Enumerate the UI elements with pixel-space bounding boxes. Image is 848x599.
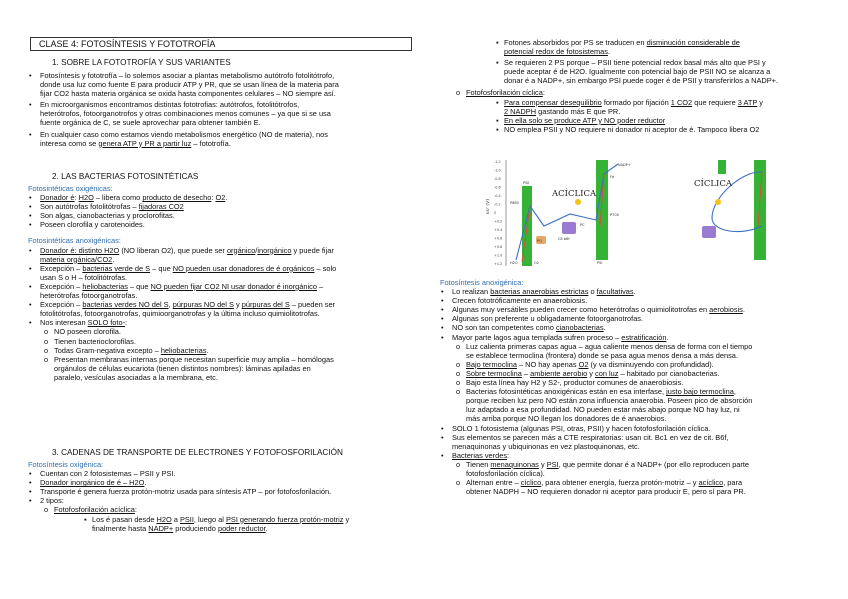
electron-transport-diagram bbox=[486, 156, 790, 270]
tag-p680: P680 bbox=[510, 201, 519, 205]
anoxygenic-section bbox=[440, 278, 818, 496]
anoxygenic-photosynthesis-title: Fotosíntesis anoxigénica: bbox=[440, 278, 524, 287]
section-2-body bbox=[28, 184, 416, 382]
oxygenic-title: Fotosintéticas oxigénicas: bbox=[28, 184, 113, 193]
list-item: • Algunas muy versátiles pueden crecer como heterótrofas o quimiolitotrofas en aerobiosis. bbox=[441, 305, 745, 315]
list-item: • 2 tipos: bbox=[29, 496, 64, 506]
list-item: • Nos interesan SOLO foto-: bbox=[29, 318, 128, 328]
sub-sub-list-item: ▪ Se requieren 2 PS porque – PSII tiene potencial redox basal más alto que PSI y puede aceptar é de H2O. Igualmente con potencial bajo de PSII NO se alcanza a donar é a NADP+, sin embargo PSI puede coger é de PSII y transferirlos a NADP+. bbox=[496, 58, 779, 86]
sub-list-item: o Presentan membranas internas porque necesitan superficie muy amplia – homólogas orgánulos de células eucariota (tienen distintos nombres): láminas apiladas en paralelo, vesículas asociadas a la membrana, etc. bbox=[44, 354, 334, 382]
tag-o2: O2 bbox=[534, 261, 539, 265]
sub-sub-list-item: ▪ Los é pasan desde H2O a PSII, luego al PSI generando fuerza protón-motriz y finalmente hasta NADP+ produciendo poder reductor. bbox=[84, 514, 350, 533]
list-item: • En microorganismos encontramos distintas fototrofias: autótrofos, fotolitótrofos, heterótrofos, fotoorganotrofos y otras combinaciones menos comunes – ya que si se usa fuente orgánica de C, se suele aprovechar para obtener también E. bbox=[29, 100, 331, 128]
section-3-heading: 3. CADENAS DE TRANSPORTE DE ELECTRONES Y FOTOFOSFORILACIÓN bbox=[52, 448, 343, 457]
axis-tick-label: -0.4 bbox=[494, 194, 501, 199]
sub-sub-list-item: ▪ Fotones absorbidos por PS se traducen en disminución considerable de potencial redox de fotosistemas. bbox=[496, 38, 740, 57]
list-item: • Crecen fototróficamente en anaerobiosis. bbox=[441, 296, 588, 306]
sub-list-item: o Todas Gram-negativa excepto – heliobacterias. bbox=[44, 345, 209, 355]
list-item: • Poseen clorofila y carotenoides. bbox=[29, 220, 145, 230]
axis-tick-label: -0.6 bbox=[494, 185, 501, 190]
list-item: • En cualquier caso como estamos viendo metabolismos energético (NO de materia), nos interesa como se genera ATP y PR a partir luz – fototrofía. bbox=[29, 129, 328, 148]
sub-list-item: o Bacterias fotosintéticas anoxigénicas están en esa interfase, justo bajo termoclina, porque reciben luz pero NO están zona influencia anaerobia. Poseen pico de absorción luz adaptado a esa profundidad. NO pueden estar más abajo porque NO hay luz, ni más arriba porque NO llegan los donadores de é anaerobios. bbox=[456, 387, 753, 424]
sub-list-item: o Bajo termoclina – NO hay apenas O2 (y va disminuyendo con profundidad). bbox=[456, 359, 714, 369]
axis-tick-label: +1.0 bbox=[494, 253, 503, 258]
list-item: • Donador inorgánico de é – H2O. bbox=[29, 478, 147, 488]
tag-p700: P700 bbox=[610, 213, 619, 217]
list-item: • Donador é: H2O – libera como producto de desecho: O2. bbox=[29, 193, 228, 203]
sub-list-item: o Bajo esta línea hay H2 y S2-, productor comunes de anaerobiosis. bbox=[456, 378, 684, 388]
list-item: • Transporte é genera fuerza protón-motriz usada para síntesis ATP – por fotofosforilación. bbox=[29, 487, 332, 497]
axis-tick-label: 0 bbox=[494, 211, 497, 216]
list-item: • SOLO 1 fotosistema (algunas PSI, otras, PSII) y hacen fotofosforilación cíclica. bbox=[441, 423, 711, 433]
tag-pq: PQ bbox=[537, 239, 542, 243]
list-item: • NO son tan competentes como cianobacterias. bbox=[441, 323, 606, 333]
tag-cyt-b6f: Cit b6f bbox=[558, 237, 570, 241]
section-3-body bbox=[28, 460, 416, 533]
sub-list-item: o Luz calienta primeras capas agua – agua caliente menos densa de forma con el tiempo se establece termoclina (frontera) donde se pasa agua menos densa a más densa. bbox=[456, 341, 753, 360]
sub-list-item: o Tienen bacterioclorofilas. bbox=[44, 336, 136, 346]
sub-list-item: o Fotofosforilación acíclica: bbox=[44, 505, 137, 515]
sub-list-item: o Tienen menaquinonas y PSI, que permite donar é a NADP+ (por ello reproducen parte fotofosforilación cíclica). bbox=[456, 459, 750, 478]
list-item: • Son autótrofas fotolitótrofas – fijadoras CO2 bbox=[29, 202, 184, 212]
oxygenic-photosynthesis-title: Fotosíntesis oxigénica: bbox=[28, 460, 104, 469]
list-item: • Excepción – bacterias verde de S – que NO pueden usar donadores de é orgánicos – solo usan S o H – fotolitótrofas. bbox=[29, 263, 337, 282]
tag-pc: PC bbox=[580, 223, 585, 227]
axis-tick-label: +0.8 bbox=[494, 245, 503, 250]
sub-list-item: o Fotofosforilación cíclica: bbox=[456, 88, 545, 98]
axis-tick-label: +0.4 bbox=[494, 228, 503, 233]
tag-fd: Fd bbox=[610, 175, 615, 179]
list-item: • Son algas, cianobacterias y proclorofitas. bbox=[29, 211, 175, 221]
sub-sub-list-item: ▪ Para compensar desequilibrio formado por fijación 1 CO2 que requiere 3 ATP y 2 NADPH gastando más E que PR. bbox=[496, 97, 763, 116]
list-item: • Excepción – bacterias verdes NO del S, púrpuras NO del S y púrpuras del S – pueden ser fotolitótrofas, fotoorganotrofas, quimioorganotrofas y la última incluso quimiolitotrofas. bbox=[29, 300, 336, 319]
axis-tick-label: +1.2 bbox=[494, 262, 503, 267]
sub-sub-list-item: ▪ NO emplea PSII y NO requiere ni donador ni aceptor de é. Tampoco libera O2 bbox=[496, 124, 760, 134]
membrane-bar-right bbox=[754, 160, 766, 260]
list-item: • Excepción – heliobacterias – que NO pueden fijar CO2 NI usar donador é inorgánico – heterótrofas fotoorganotrofas. bbox=[29, 281, 324, 301]
tag-psi: PSI bbox=[597, 261, 603, 265]
photon-icon bbox=[575, 199, 581, 205]
sub-list-item: o Sobre termoclina – ambiente aerobio y con luz – habitado por cianobacterias. bbox=[456, 368, 720, 378]
axis-tick-label: -1.2 bbox=[494, 160, 501, 165]
list-item: • Sus elementos se parecen más a CTE respiratorias: usan cit. Bc1 en vez de cit. B6f, menaquinonas y ubiquinonas en vez plastoquinonas, etc. bbox=[441, 432, 729, 451]
list-item: • Bacterias verdes: bbox=[441, 450, 510, 460]
membrane-bar-right-top bbox=[718, 160, 726, 174]
tag-h2o: H2O bbox=[510, 261, 518, 265]
diagram-axis-label: E0' (V) bbox=[486, 199, 491, 214]
cyclic-label: CÍCLICA bbox=[694, 179, 733, 189]
cyt-b6f-box-left bbox=[562, 222, 576, 234]
list-item: • Mayor parte lagos agua templada sufren proceso – estratificación. bbox=[441, 332, 669, 342]
axis-tick-label: +0.2 bbox=[494, 219, 503, 224]
list-item: • Algunas son preferente u obligadamente fotoorganotrofas. bbox=[441, 314, 644, 324]
section-1-body bbox=[28, 71, 416, 148]
section-2-heading: 2. LAS BACTERIAS FOTOSINTÉTICAS bbox=[52, 172, 199, 181]
sub-sub-list-item: ▪ En ella solo se produce ATP y NO poder reductor bbox=[496, 115, 666, 125]
page-title: CLASE 4: FOTOSÍNTESIS Y FOTOTROFÍA bbox=[30, 37, 412, 51]
sub-list-item: o NO poseen clorofila. bbox=[44, 327, 121, 337]
sub-list-item: o Alternan entre – cíclico, para obtener energía, fuerza protón-motriz – y acíclico, para obtener NADPH – NO requieren donador ni aceptor para producir E, pero sí para PR. bbox=[456, 478, 746, 497]
axis-tick-label: -0.2 bbox=[494, 202, 501, 207]
cyt-b6f-box-right bbox=[702, 226, 716, 238]
tag-psii: PSII bbox=[523, 181, 530, 185]
section-1-heading: 1. SOBRE LA FOTOTROFÍA Y SUS VARIANTES bbox=[52, 58, 231, 67]
photon-icon-cyclic bbox=[715, 199, 721, 205]
tag-nadp: NADP+ bbox=[618, 163, 631, 167]
acyclic-label: ACÍCLICA bbox=[552, 189, 597, 199]
list-item: • Lo realizan bacterias anaerobias estrictas o facultativas. bbox=[441, 287, 636, 297]
list-item: • Fotosíntesis y fototrofía – lo solemos asociar a plantas metabolismo autótrofo fotolitótrofo, donde usa luz como fuente E para producir ATP y PR, que se usan línea de la materia para fijar CO2 hasta materia orgánica se oxida hasta componentes celulares – NO siempre así. bbox=[29, 71, 339, 99]
axis-tick-label: -0.8 bbox=[494, 177, 501, 182]
anoxygenic-title: Fotosintéticas anoxigénicas: bbox=[28, 236, 121, 246]
list-item: • Donador é: distinto H2O (NO liberan O2), que puede ser orgánico/inorgánico y puede fijar materia orgánica/CO2. bbox=[29, 245, 334, 264]
axis-tick-label: +0.6 bbox=[494, 236, 503, 241]
axis-tick-label: -1.0 bbox=[494, 168, 501, 173]
right-column-top bbox=[440, 38, 818, 134]
list-item: • Cuentan con 2 fotosistemas – PSII y PSI. bbox=[29, 469, 176, 479]
